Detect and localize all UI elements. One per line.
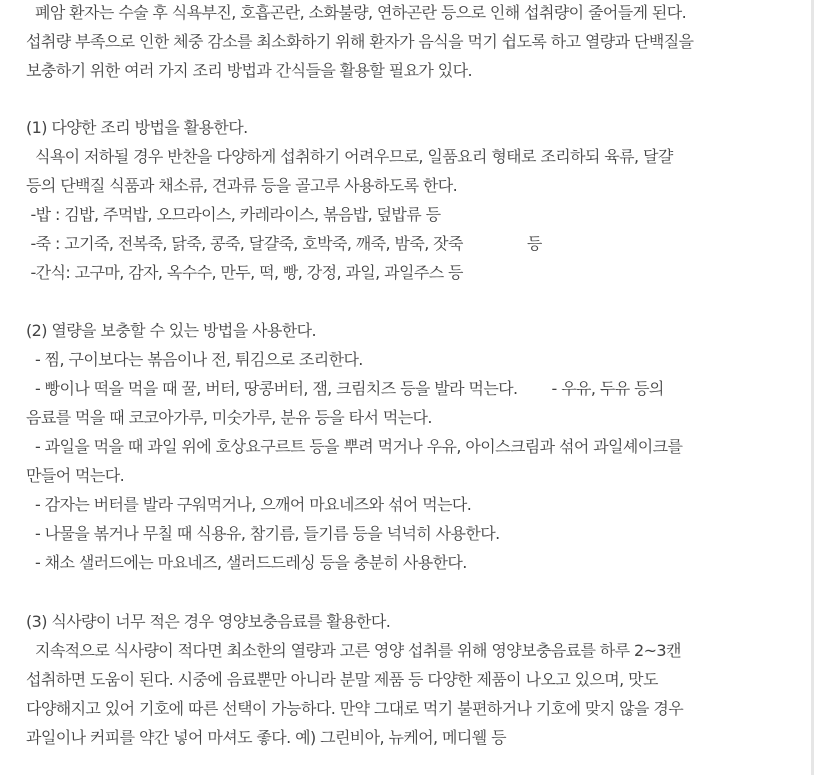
section-3-heading: (3) 식사량이 너무 적은 경우 영양보충음료를 활용한다.	[26, 612, 391, 631]
snack-list: -간식: 고구마, 감자, 옥수수, 만두, 떡, 빵, 강정, 과일, 과일주스 등	[26, 263, 463, 282]
list-item-continuation: 음료를 먹을 때 코코아가루, 미숫가루, 분유 등을 타서 먹는다.	[26, 408, 432, 427]
section-1-paragraph-line: 식욕이 저하될 경우 반찬을 다양하게 섭취하기 어려우므로, 일품요리 형태로 조리하되 육류, 달걀	[26, 147, 673, 166]
list-item-text: - 우유, 두유 등의	[551, 379, 664, 398]
porridge-list-tail: 등	[526, 234, 542, 253]
section-1-paragraph-line: 등의 단백질 식품과 채소류, 견과류 등을 골고루 사용하도록 한다.	[26, 176, 458, 195]
section-3-paragraph-line: 지속적으로 식사량이 적다면 최소한의 열량과 고른 영양 섭취를 위해 영양보충음료를 하루 2~3캔	[26, 641, 681, 660]
rice-dishes-list: -밥 : 김밥, 주먹밥, 오므라이스, 카레라이스, 볶음밥, 덮밥류 등	[26, 205, 441, 224]
section-1-heading: (1) 다양한 조리 방법을 활용한다.	[26, 118, 248, 137]
list-item-continuation: 만들어 먹는다.	[26, 466, 125, 485]
list-item: - 과일을 먹을 때 과일 위에 호상요구르트 등을 뿌려 먹거나 우유, 아이스크림과 섞어 과일셰이크를	[26, 437, 683, 456]
list-item: - 찜, 구이보다는 볶음이나 전, 튀김으로 조리한다.	[26, 350, 363, 369]
porridge-items: -죽 : 고기죽, 전복죽, 닭죽, 콩죽, 달걀죽, 호박죽, 깨죽, 밤죽, 잣죽	[26, 234, 463, 253]
section-3-paragraph-line: 과일이나 커피를 약간 넣어 마셔도 좋다. 예) 그린비아, 뉴케어, 메디웰 등	[26, 728, 506, 747]
list-item: - 감자는 버터를 발라 구워먹거나, 으깨어 마요네즈와 섞어 먹는다.	[26, 495, 472, 514]
section-2-heading: (2) 열량을 보충할 수 있는 방법을 사용한다.	[26, 321, 316, 340]
list-item	[26, 377, 664, 401]
list-item: - 채소 샐러드에는 마요네즈, 샐러드드레싱 등을 충분히 사용한다.	[26, 553, 467, 572]
list-item-text: - 빵이나 떡을 먹을 때 꿀, 버터, 땅콩버터, 잼, 크림치즈 등을 발라 먹는다.	[26, 379, 518, 398]
intro-line: 보충하기 위한 여러 가지 조리 방법과 간식들을 활용할 필요가 있다.	[26, 61, 472, 80]
list-item: - 나물을 볶거나 무칠 때 식용유, 참기름, 들기름 등을 넉넉히 사용한다.	[26, 524, 500, 543]
intro-line: 섭취량 부족으로 인한 체중 감소를 최소화하기 위해 환자가 음식을 먹기 쉽도록 하고 열량과 단백질을	[26, 32, 694, 51]
porridge-list	[26, 232, 542, 256]
section-3-paragraph-line: 섭취하면 도움이 된다. 시중에 음료뿐만 아니라 분말 제품 등 다양한 제품이 나오고 있으며, 맛도	[26, 670, 658, 689]
section-3-paragraph-line: 다양해지고 있어 기호에 따른 선택이 가능하다. 만약 그대로 먹기 불편하거나 기호에 맞지 않을 경우	[26, 699, 684, 718]
intro-line: 폐암 환자는 수술 후 식욕부진, 호흡곤란, 소화불량, 연하곤란 등으로 인해 섭취량이 줄어들게 된다.	[26, 3, 687, 22]
